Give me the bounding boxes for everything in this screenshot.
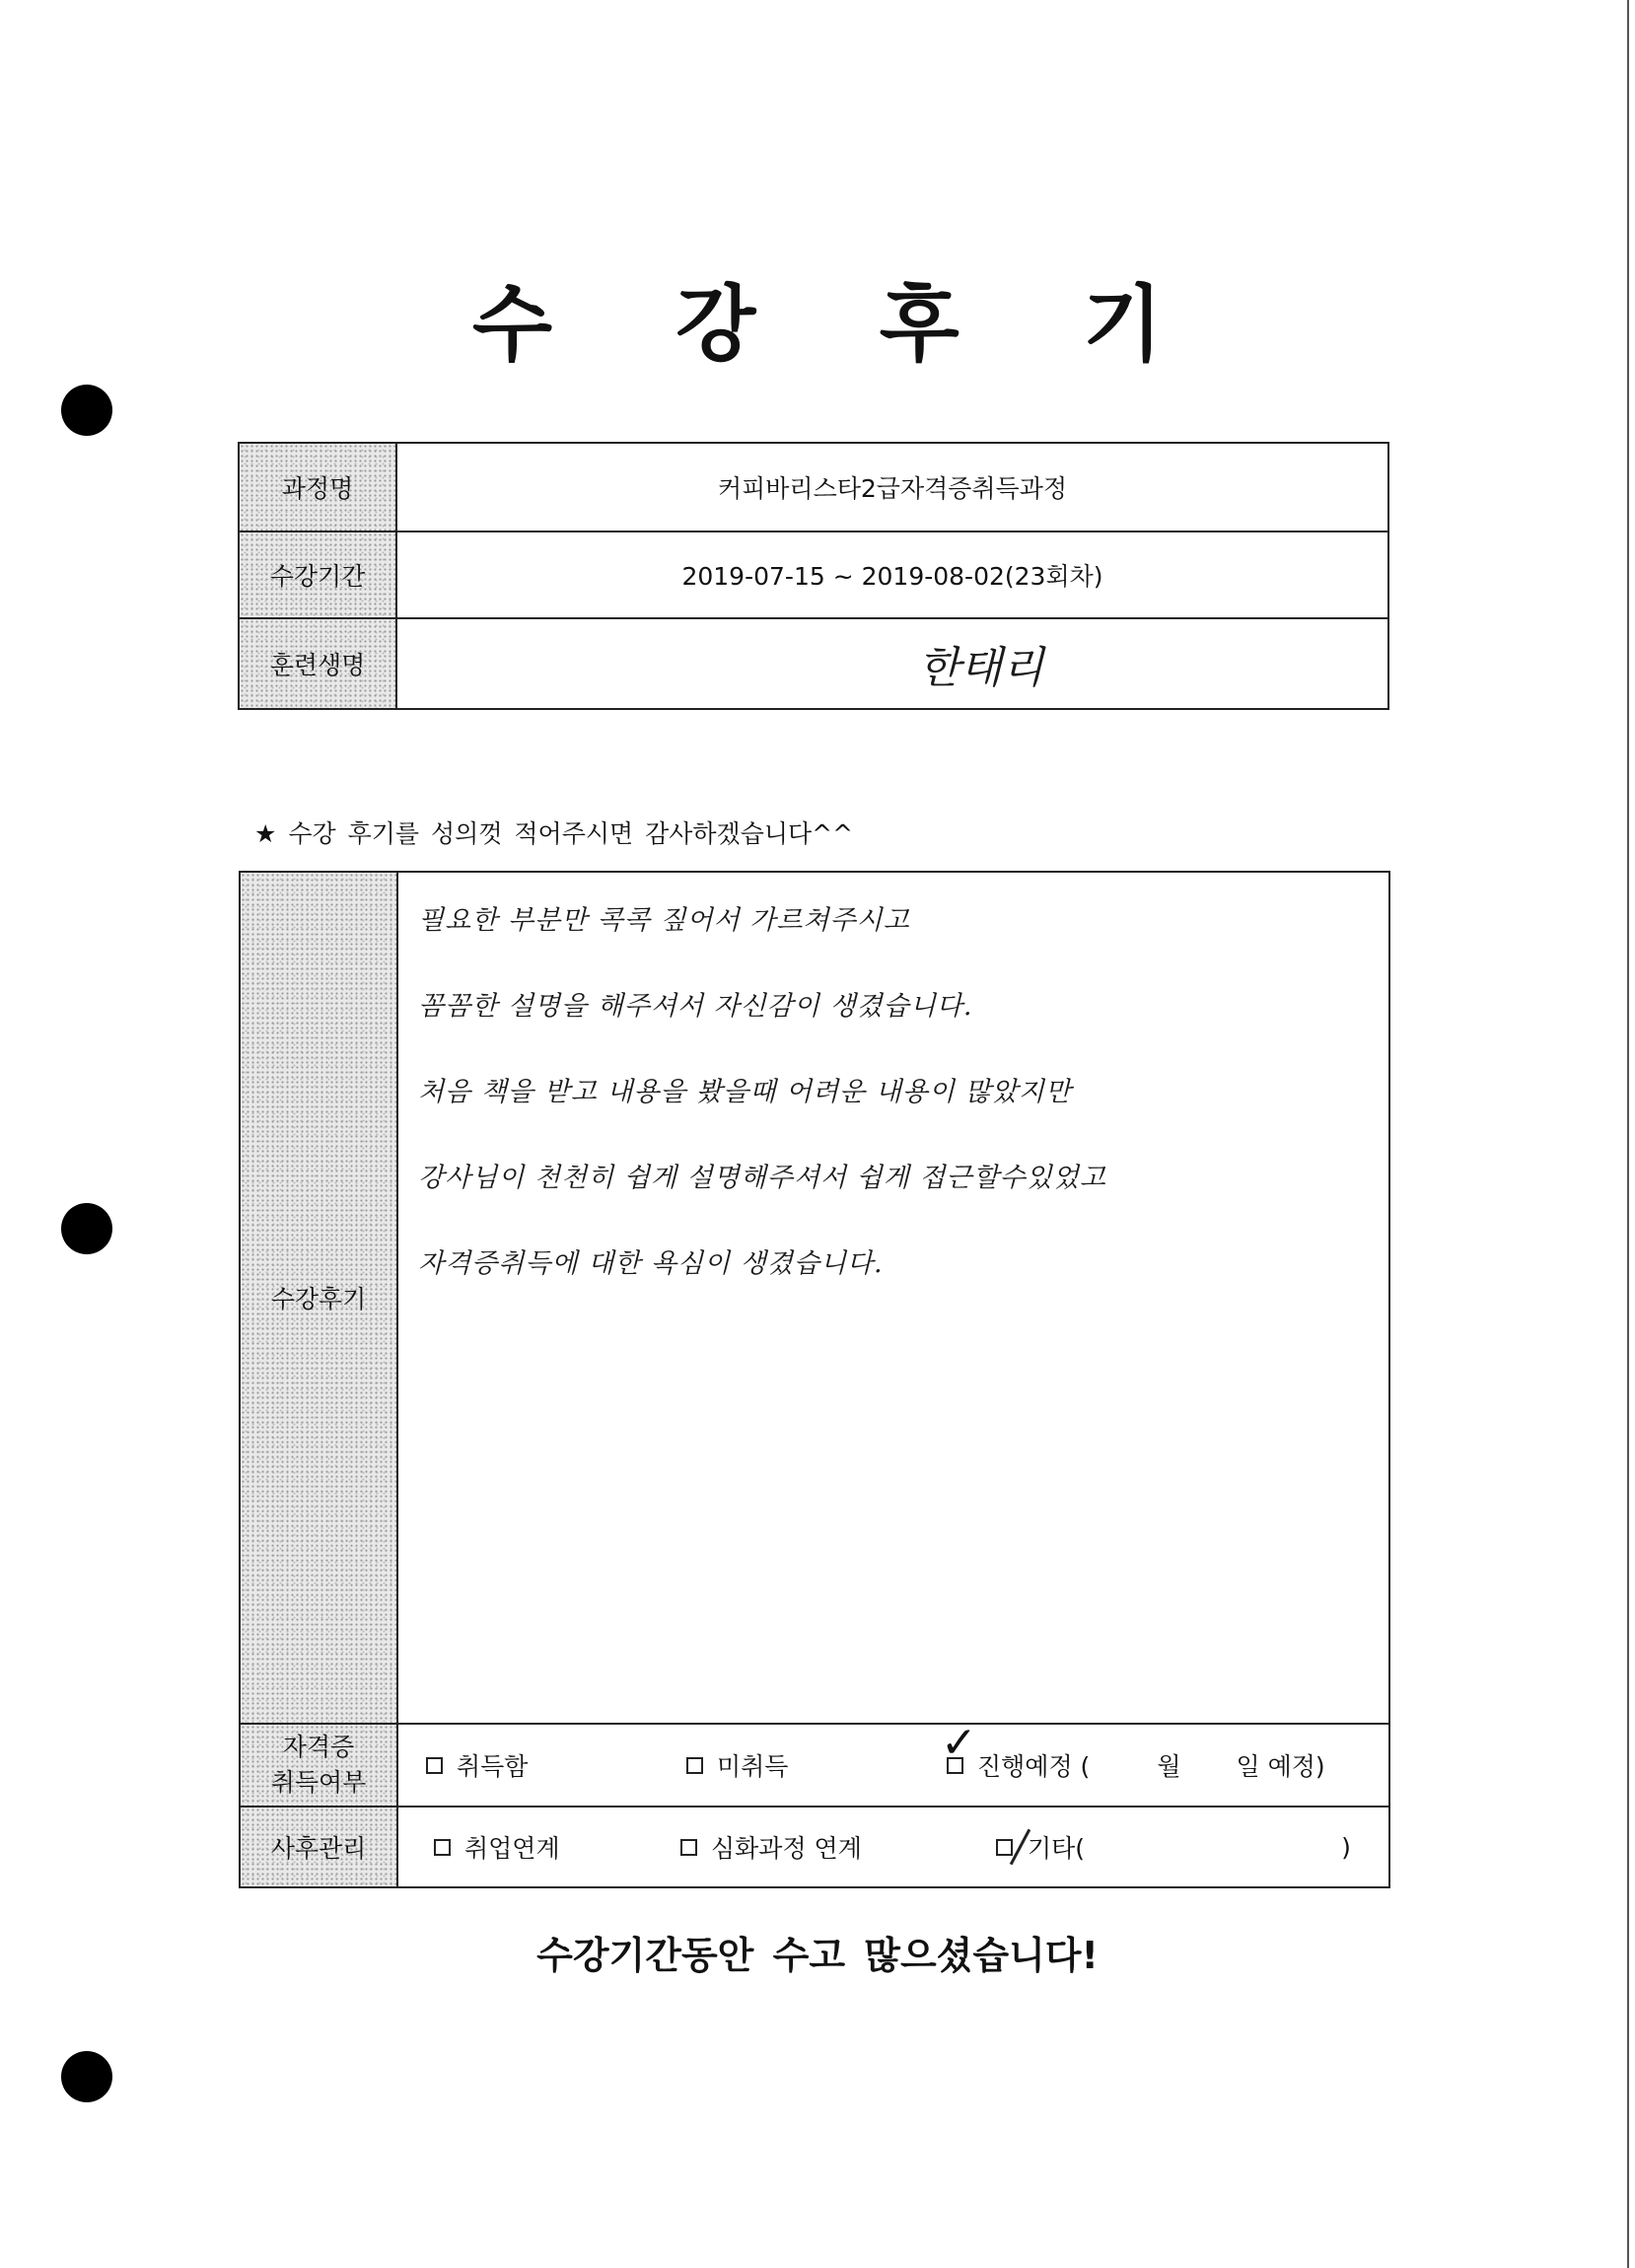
option-advanced-course[interactable] (680, 1829, 996, 1865)
aftercare-label: 사후관리 (240, 1807, 397, 1887)
course-label: 과정명 (239, 443, 396, 532)
certificate-label (240, 1724, 397, 1807)
period-value: 2019-07-15 ~ 2019-08-02(23회차) (396, 532, 1388, 618)
checkbox-icon (680, 1839, 697, 1856)
course-value: 커피바리스타2급자격증취득과정 (396, 443, 1388, 532)
review-line-3: 처음 책을 받고 내용을 봤을때 어려운 내용이 많았지만 (418, 1077, 1072, 1107)
option-acquired[interactable] (426, 1747, 686, 1783)
aftercare-options (397, 1807, 1389, 1887)
option-job-link[interactable] (434, 1829, 680, 1865)
trainee-label: 훈련생명 (239, 618, 396, 709)
review-line-4: 강사님이 천천히 쉽게 설명해주셔서 쉽게 접근할수있었고 (418, 1163, 1106, 1193)
checkbox-icon (434, 1839, 451, 1856)
notice-text: ★ 수강 후기를 성의껏 적어주시면 감사하겠습니다^^ (254, 819, 854, 848)
review-table (239, 871, 1390, 1888)
review-line-2: 꼼꼼한 설명을 해주셔서 자신감이 생겼습니다. (418, 991, 973, 1022)
option-advanced-course-label: 심화과정 연계 (711, 1834, 862, 1863)
option-acquired-label: 취득함 (457, 1752, 529, 1781)
option-in-progress[interactable] (941, 1718, 1325, 1783)
closing-message: 수강기간동안 수고 많으셨습니다! (536, 1934, 1099, 1977)
option-job-link-label: 취업연계 (464, 1834, 560, 1863)
option-other-close: ) (1341, 1832, 1351, 1862)
certificate-options (397, 1718, 1389, 1807)
course-info-table (238, 442, 1389, 710)
review-line-1: 필요한 부분만 콕콕 짚어서 가르쳐주시고 (418, 905, 910, 936)
review-label: 수강후기 (240, 872, 397, 1724)
option-not-acquired[interactable] (686, 1747, 947, 1783)
checkbox-icon (426, 1757, 443, 1774)
punch-hole-bottom (61, 2051, 112, 2102)
punch-hole-top (61, 385, 112, 436)
checkbox-icon (686, 1757, 703, 1774)
option-not-acquired-label: 미취득 (717, 1752, 789, 1781)
day-planned-label: 일 예정) (1236, 1752, 1325, 1781)
document-title: 수 강 후 기 (471, 276, 1211, 373)
period-label: 수강기간 (239, 532, 396, 618)
certificate-label-line1: 자격증 (282, 1733, 355, 1761)
review-body (397, 872, 1389, 1724)
checkmark-icon: ✓ (941, 1718, 977, 1768)
month-label: 월 (1157, 1752, 1181, 1781)
review-line-5: 자격증취득에 대한 욕심이 생겼습니다. (418, 1248, 884, 1279)
option-other-label: 기타( (1028, 1834, 1086, 1863)
certificate-label-line2: 취득여부 (270, 1768, 367, 1797)
option-in-progress-label: 진행예정 ( (977, 1752, 1091, 1781)
option-other[interactable] (996, 1827, 1351, 1867)
checkbox-icon (996, 1839, 1013, 1856)
punch-hole-middle (61, 1203, 112, 1254)
trainee-name-handwritten: 한태리 (918, 643, 1044, 693)
